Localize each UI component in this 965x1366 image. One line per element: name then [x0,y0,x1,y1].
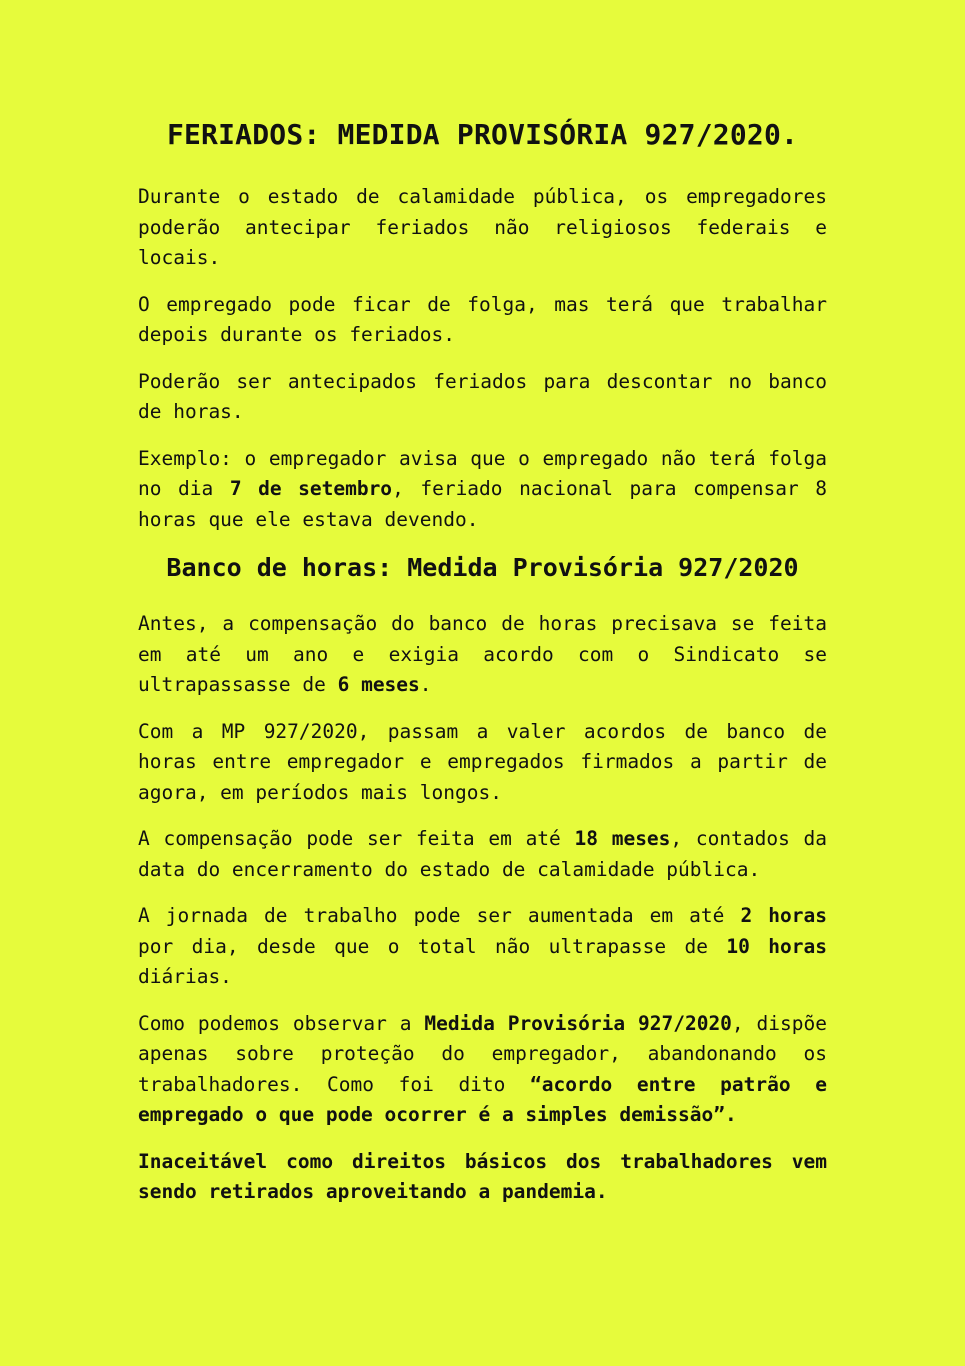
paragraph-before [138,609,827,701]
paragraph-conclusion [138,1147,827,1208]
text-span: diárias. [138,965,232,988]
document-title: FERIADOS: MEDIDA PROVISÓRIA 927/2020. [166,118,799,151]
bold-text: 18 meses [574,827,671,850]
text-span: , feriado nacional para compensar 8 horas que ele estava devendo. [138,477,828,531]
paragraph-hours-bank-holidays: Poderão ser antecipados feriados para descontar no banco de horas. [138,369,827,423]
text-span: , dispõe apenas sobre proteção do empregador, abandonando os trabalhadores. Como foi dito [138,1011,827,1096]
section-heading: Banco de horas: Medida Provisória 927/2020 [166,553,799,582]
text-span: Como podemos observar a [138,1011,425,1035]
bold-text: 6 meses [337,673,420,696]
bold-text: Inaceitável como direitos básicos dos trabalhadores vem sendo retirados aproveitando a pandemia. [138,1149,827,1203]
paragraph-mp-agreements: Com a MP 927/2020, passam a valer acordos de banco de horas entre empregador e empregados firmados a partir de agora, em períodos mais longos. [138,719,827,804]
text-span: Exemplo: o empregador avisa que o empregado não terá folga no dia [138,446,827,500]
paragraph-example [138,444,827,536]
bold-text: 2 horas [740,904,827,927]
bold-text: 7 de setembro [229,477,393,500]
bold-text: 10 horas [726,934,827,958]
paragraph-observation [138,1009,827,1131]
document-page [138,116,827,1224]
paragraph-compensation [138,824,827,885]
text-span: por dia, desde que o total não ultrapasse de [138,934,727,958]
text-span: A compensação pode ser feita em até [138,827,575,850]
bold-text: Medida Provisória 927/2020 [424,1011,732,1035]
text-span: A jornada de trabalho pode ser aumentada em até [138,904,741,927]
text-span: Antes, a compensação do banco de horas precisava se feita em até um ano e exigia acordo com o Sindicato se ultrapassasse de [138,612,827,696]
text-span: . [419,673,432,696]
paragraph-day-off: O empregado pode ficar de folga, mas terá que trabalhar depois durante os feriados. [138,292,827,346]
text-span: , contados da data do encerramento do estado de calamidade pública. [138,827,828,881]
bold-text: “acordo entre patrão e empregado o que pode ocorrer é a simples demissão”. [138,1072,827,1126]
paragraph-holidays-anticipation: Durante o estado de calamidade pública, os empregadores poderão antecipar feriados não religiosos federais e locais. [138,185,827,269]
paragraph-workday [138,901,827,993]
